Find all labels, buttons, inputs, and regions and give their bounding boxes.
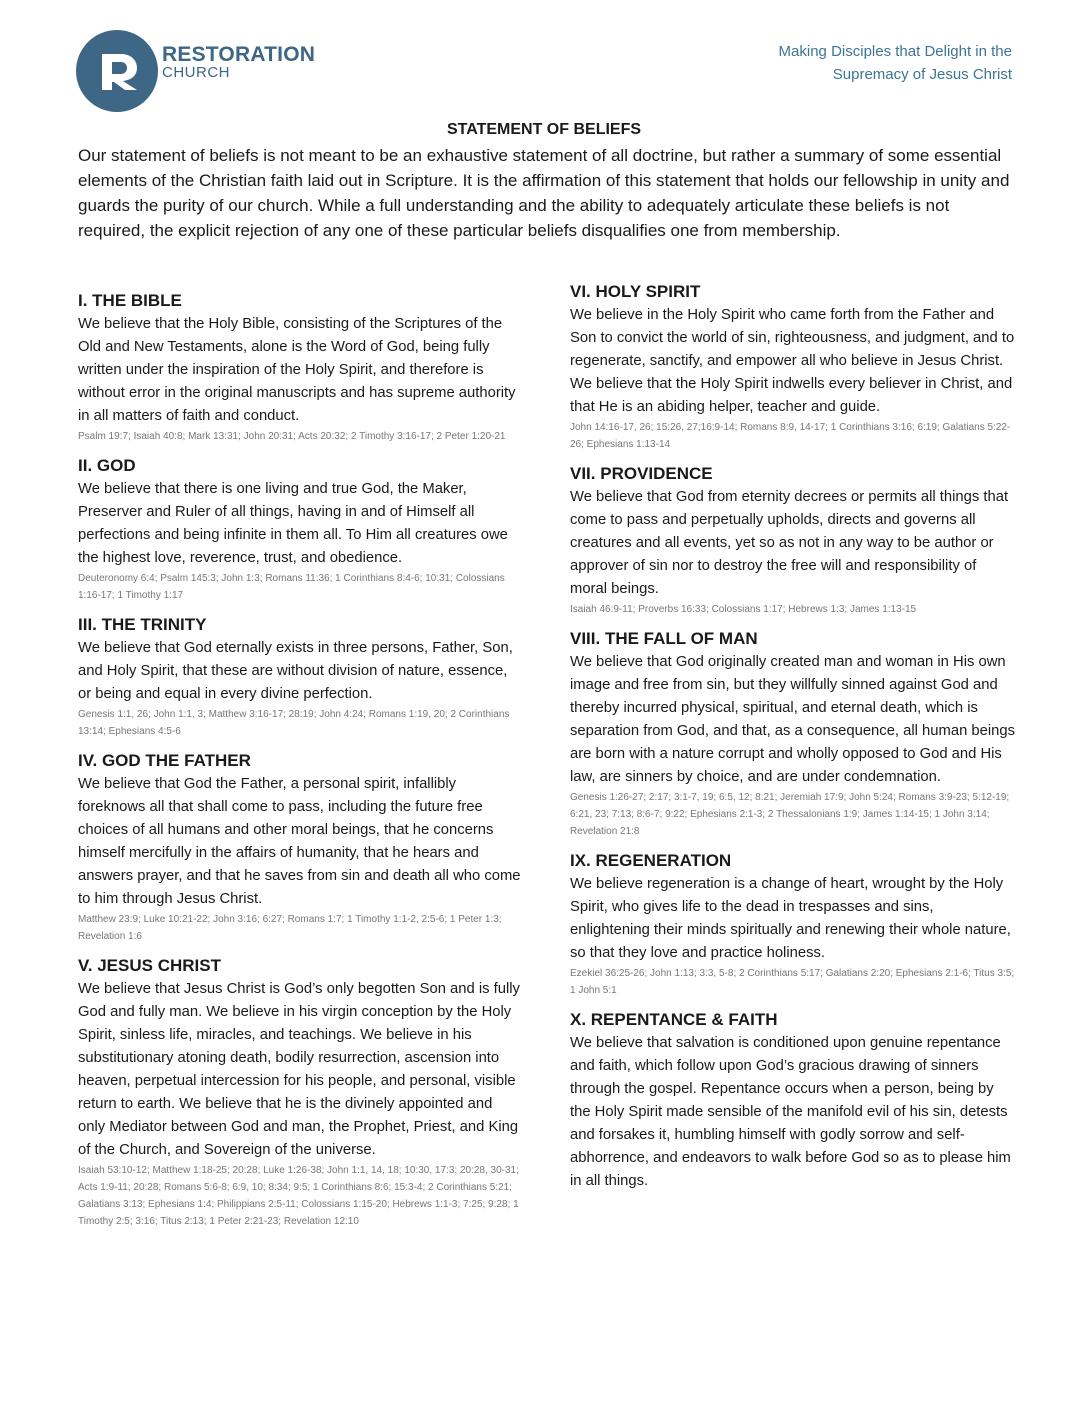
scripture-references: Isaiah 46:9-11; Proverbs 16:33; Colossians 1:17; Hebrews 1:3; James 1:13-15 xyxy=(570,604,917,615)
section-body: We believe that salvation is conditioned upon genuine repentance and faith, which follow upon God’s gracious drawing of sinners through the gospel. Repentance occurs when a person, being by the Holy Spirit made sensible of the manifold evil of his sin, detests and forsakes it, humbling himself with godly sorrow and self-abhorrence, and endeavors to walk before God so as to please him in all things. xyxy=(570,1035,1011,1189)
scripture-references: Psalm 19:7; Isaiah 40:8; Mark 13:31; John 20:31; Acts 20:32; 2 Timothy 3:16-17; 2 Peter 1:20-21 xyxy=(78,431,506,442)
section-body: We believe that God from eternity decrees or permits all things that come to pass and perpetually upholds, directs and governs all creatures and all events, yet so as not in any way to be author or approver of sin nor to destroy the free will and responsibility of moral beings. xyxy=(570,489,1009,597)
belief-section xyxy=(78,455,523,604)
intro-paragraph: Our statement of beliefs is not meant to be an exhaustive statement of all doctrine, but rather a summary of some essential elements of the Christian faith laid out in Scripture. It is the affirmation of this statement that holds our fellowship in unity and guards the purity of our church. While a full understanding and the ability to adequately articulate these beliefs is not required, the explicit rejection of any one of these particular beliefs disqualifies one from membership. xyxy=(78,146,1010,240)
belief-section xyxy=(78,750,523,945)
section-heading: III. THE TRINITY xyxy=(78,615,207,634)
section-body: We believe in the Holy Spirit who came forth from the Father and Son to convict the world of sin, righteousness, and judgment, and to regenerate, sanctify, and empower all who believe in Jesus Christ. We believe that the Holy Spirit indwells every believer in Christ, and that He is an abiding helper, teacher and guide. xyxy=(570,307,1015,415)
belief-section xyxy=(570,463,1015,618)
belief-section xyxy=(570,850,1015,999)
section-heading: X. REPENTANCE & FAITH xyxy=(570,1010,778,1029)
section-body: We believe that the Holy Bible, consisting of the Scriptures of the Old and New Testaments, alone is the Word of God, being fully written under the inspiration of the Holy Spirit, and therefore is without error in the original manuscripts and has supreme authority in all matters of faith and conduct. xyxy=(78,316,516,424)
section-heading: VII. PROVIDENCE xyxy=(570,464,713,483)
section-heading: VI. HOLY SPIRIT xyxy=(570,282,701,301)
section-body: We believe that God eternally exists in three persons, Father, Son, and Holy Spirit, that these are without division of nature, essence, or being and equal in every divine perfection. xyxy=(78,640,513,702)
r-logo-icon xyxy=(76,30,158,112)
right-column xyxy=(570,281,1015,1203)
section-heading: VIII. THE FALL OF MAN xyxy=(570,629,758,648)
belief-section xyxy=(570,1009,1015,1193)
page-title: STATEMENT OF BELIEFS xyxy=(446,121,642,138)
church-logo xyxy=(76,30,158,112)
section-heading: V. JESUS CHRIST xyxy=(78,956,221,975)
belief-section xyxy=(570,628,1015,840)
section-body: We believe that there is one living and true God, the Maker, Preserver and Ruler of all things, having in and of Himself all perfections and being infinite in them all. To Him all creatures owe the highest love, reverence, trust, and obedience. xyxy=(78,481,508,566)
section-heading: II. GOD xyxy=(78,456,136,475)
belief-section xyxy=(570,281,1015,453)
scripture-references: Matthew 23:9; Luke 10:21-22; John 3:16; 6:27; Romans 1:7; 1 Timothy 1:1-2, 2:5-6; 1 Peter 1:3; Revelation 1:6 xyxy=(78,914,502,942)
section-body: We believe regeneration is a change of heart, wrought by the Holy Spirit, who gives life to the dead in trespasses and sins, enlightening their minds spiritually and renewing their whole nature, so that they love and practice holiness. xyxy=(570,876,1011,961)
belief-section xyxy=(78,290,523,445)
scripture-references: Genesis 1:26-27; 2:17; 3:1-7, 19; 6:5, 12; 8:21; Jeremiah 17:9; John 5:24; Romans 3:9-23; 5:12-19; 6:21, 23; 7:13; 8:6-7; 9:22; Ephesians 2:1-3; 2 Thessalonians 1:9; James 1:14-15; 1 John 3:14; Revelation 21:8 xyxy=(570,792,1010,837)
scripture-references: Deuteronomy 6:4; Psalm 145:3; John 1:3; Romans 11:36; 1 Corinthians 8:4-6; 10:31; Colossians 1:16-17; 1 Timothy 1:17 xyxy=(78,573,505,601)
scripture-references: John 14:16-17, 26; 15:26, 27;16:9-14; Romans 8:9, 14-17; 1 Corinthians 3:16; 6:19; Galatians 5:22-26; Ephesians 1:13-14 xyxy=(570,422,1011,450)
section-body: We believe that Jesus Christ is God’s only begotten Son and is fully God and fully man. We believe in his virgin conception by the Holy Spirit, sinless life, miracles, and teachings. We believe in his substitutionary atoning death, bodily resurrection, ascension into heaven, perpetual intercession for his people, and personal, visible return to earth. We believe that he is the divinely appointed and only Mediator between God and man, the Prophet, Priest, and King of the Church, and Sovereign of the universe. xyxy=(78,981,520,1158)
section-heading: IV. GOD THE FATHER xyxy=(78,751,251,770)
logo-subtitle: CHURCH xyxy=(162,64,230,81)
left-column xyxy=(78,290,523,1240)
logo-wordmark: RESTORATION xyxy=(162,43,316,66)
belief-section xyxy=(78,614,523,740)
scripture-references: Genesis 1:1, 26; John 1:1, 3; Matthew 3:16-17; 28:19; John 4:24; Romans 1:19, 20; 2 Corinthians 13:14; Ephesians 4:5-6 xyxy=(78,709,510,737)
section-heading: IX. REGENERATION xyxy=(570,851,732,870)
scripture-references: Isaiah 53:10-12; Matthew 1:18-25; 20:28; Luke 1:26-38; John 1:1, 14, 18; 10:30, 17:3; 20:28, 30-31; Acts 1:9-11; 20:28; Romans 5:6-8; 6:9, 10; 8:34; 9:5; 1 Corinthians 8:6; 15:3-4; 2 Corinthians 5:21; Galatians 3:13; Ephesians 1:4; Philippians 2:5-11; Colossians 1:15-20; Hebrews 1:1-3; 7:25; 9:28; 1 Timothy 2:5; 3:16; Titus 2:13; 1 Peter 2:21-23; Revelation 12:10 xyxy=(78,1165,519,1227)
scripture-references: Ezekiel 36:25-26; John 1:13; 3:3, 5-8; 2 Corinthians 5:17; Galatians 2:20; Ephesians 2:1-6; Titus 3:5; 1 John 5:1 xyxy=(570,968,1015,996)
section-body: We believe that God originally created man and woman in His own image and free from sin, but they willfully sinned against God and thereby incurred physical, spiritual, and eternal death, which is separation from God, and that, as a consequence, all human beings are born with a nature corrupt and wholly opposed to God and His law, are sinners by choice, and are under condemnation. xyxy=(570,654,1016,785)
section-heading: I. THE BIBLE xyxy=(78,291,182,310)
belief-section xyxy=(78,955,523,1230)
tagline: Making Disciples that Delight in the Supremacy of Jesus Christ xyxy=(778,43,1012,83)
section-body: We believe that God the Father, a personal spirit, infallibly foreknows all that shall come to pass, including the future free choices of all humans and other moral beings, that he concerns himself mercifully in the affairs of humanity, that he hears and answers prayer, and that he saves from sin and death all who come to him through Jesus Christ. xyxy=(78,776,521,907)
